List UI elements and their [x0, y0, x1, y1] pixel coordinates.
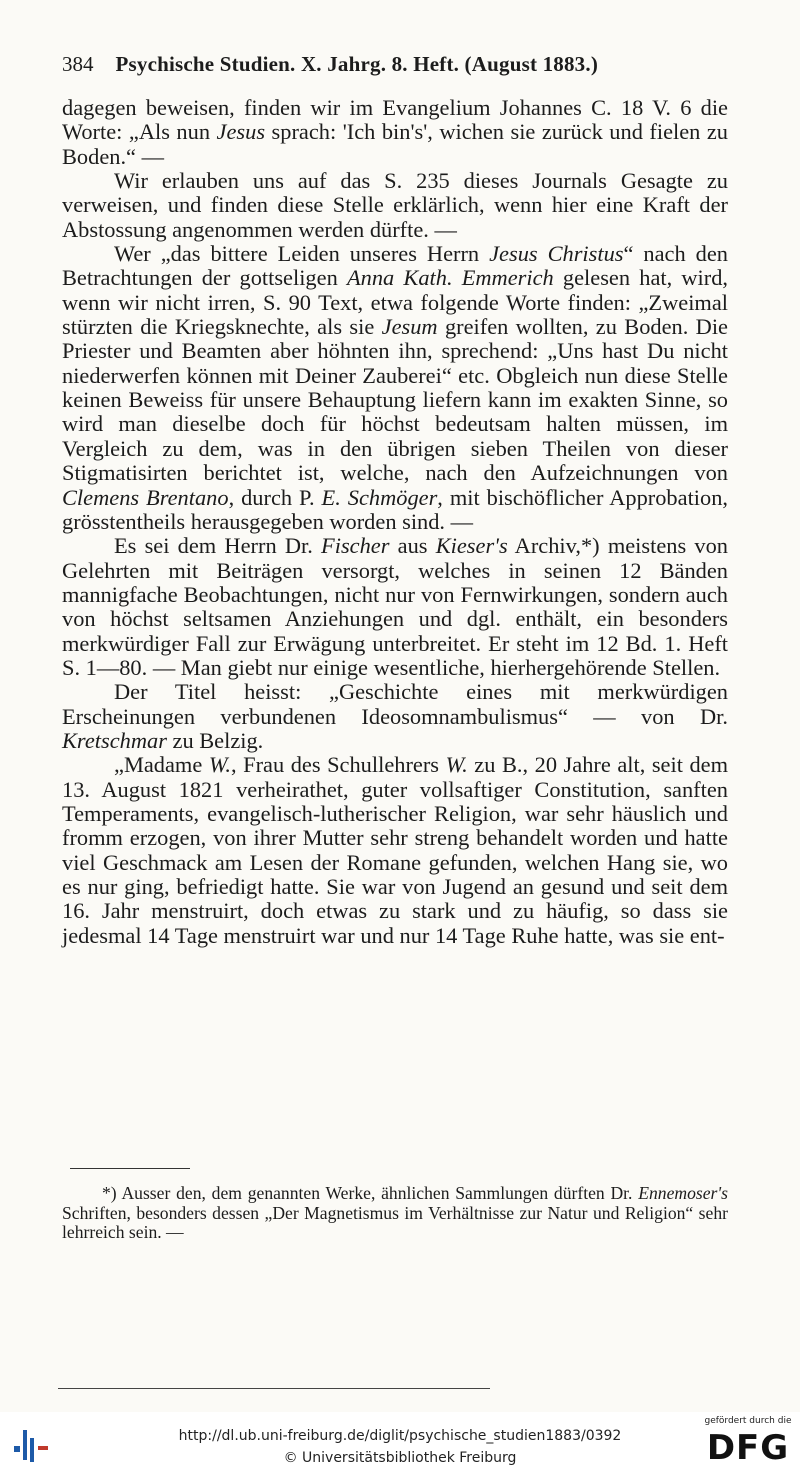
paragraph-6: „Madame W., Frau des Schullehrers W. zu B., 20 Jahre alt, seit dem 13. August 1821 verheirathet, guter vollsaftiger Constitution, sanften Temperaments, evangelisch-lutherischer Religion, war sehr häuslich und fromm erzogen, von ihrer Mutter sehr streng behandelt worden und hatte viel Geschmack am Lesen der Romane gefunden, welchen Hang sie, wo es nur ging, befriedigt hatte. Sie war von Jugend an gesund und seit dem 16. Jahr menstruirt, doch etwas zu stark und zu häufig, so dass sie jedesmal 14 Tage menstruirt war und nur 14 Tage Ruhe hatte, was sie ent- — [62, 752, 728, 948]
running-header — [62, 52, 732, 77]
dfg-logo — [702, 1416, 794, 1470]
sponsor-caption: gefördert durch die — [704, 1416, 792, 1426]
paragraph-3: Wer „das bittere Leiden unseres Herrn Jesus Christus“ nach den Betrachtungen der gottseligen Anna Kath. Emmerich gelesen hat, wird, wenn wir nicht irren, S. 90 Text, etwa folgende Worte finden: „Zweimal stürzten die Kriegsknechte, als sie Jesum greifen wollten, zu Boden. Die Priester und Beamten aber höhnten ihn, sprechend: „Uns hast Du nicht niederwerfen können mit Deiner Zauberei“ etc. Obgleich nun diese Stelle keinen Beweiss für unsere Behauptung liefern kann im exakten Sinne, so wird man dieselbe doch für höchst bedeutsam halten müssen, im Vergleich zu dem, was in den übrigen sieben Theilen von dieser Stigmatisirten berichtet ist, welche, nach den Aufzeichnungen von Clemens Brentano, durch P. E. Schmöger, mit bischöflicher Approbation, grösstentheils herausgegeben worden sind. — — [62, 241, 729, 534]
dfg-wordmark: DFG — [706, 1428, 790, 1468]
paragraph-1: dagegen beweisen, finden wir im Evangelium Johannes C. 18 V. 6 die Worte: „Als nun Jesus sprach: 'Ich bin's', wichen sie zurück und fielen zu Boden.“ — — [62, 95, 728, 169]
footnote-divider — [70, 1168, 190, 1169]
paragraph-2: Wir erlauben uns auf das S. 235 dieses Journals Gesagte zu verweisen, und finden diese Stelle erklärlich, wenn hier eine Kraft der Abstossung angenommen werden dürfte. — — [62, 168, 728, 242]
footer-bar — [0, 1412, 800, 1472]
paragraph-5: Der Titel heisst: „Geschichte eines mit merkwürdigen Erscheinungen verbundenen Ideosomnambulismus“ — von Dr. Kretschmar zu Belzig. — [62, 679, 728, 753]
main-text — [62, 96, 728, 948]
running-title: Psychische Studien. X. Jahrg. 8. Heft. (August 1883.) — [115, 52, 599, 76]
copyright-text: © Universitätsbibliothek Freiburg — [283, 1450, 517, 1466]
page-number: 384 — [62, 52, 94, 76]
permalink-url[interactable]: http://dl.ub.uni-freiburg.de/diglit/psychische_studien1883/0392 — [178, 1428, 622, 1444]
page-bottom-line — [58, 1388, 490, 1389]
paragraph-4: Es sei dem Herrn Dr. Fischer aus Kieser's Archiv,*) meistens von Gelehrten mit Beiträgen versorgt, welches in seinen 12 Bänden mannigfache Beobachtungen, nicht nur von Fernwirkungen, sondern auch von höchst seltsamen Anziehungen und dgl. enthält, ein besonders merkwürdiger Fall zur Erwägung unterbreitet. Er steht im 12 Bd. 1. Heft S. 1—80. — Man giebt nur einige wesentliche, hierhergehörende Stellen. — [62, 533, 728, 680]
footnote: *) Ausser den, dem genannten Werke, ähnlichen Sammlungen dürften Dr. Ennemoser's Schriften, besonders dessen „Der Magnetismus im Verhältnisse zur Natur und Religion“ sehr lehrreich sein. — — [62, 1183, 728, 1242]
